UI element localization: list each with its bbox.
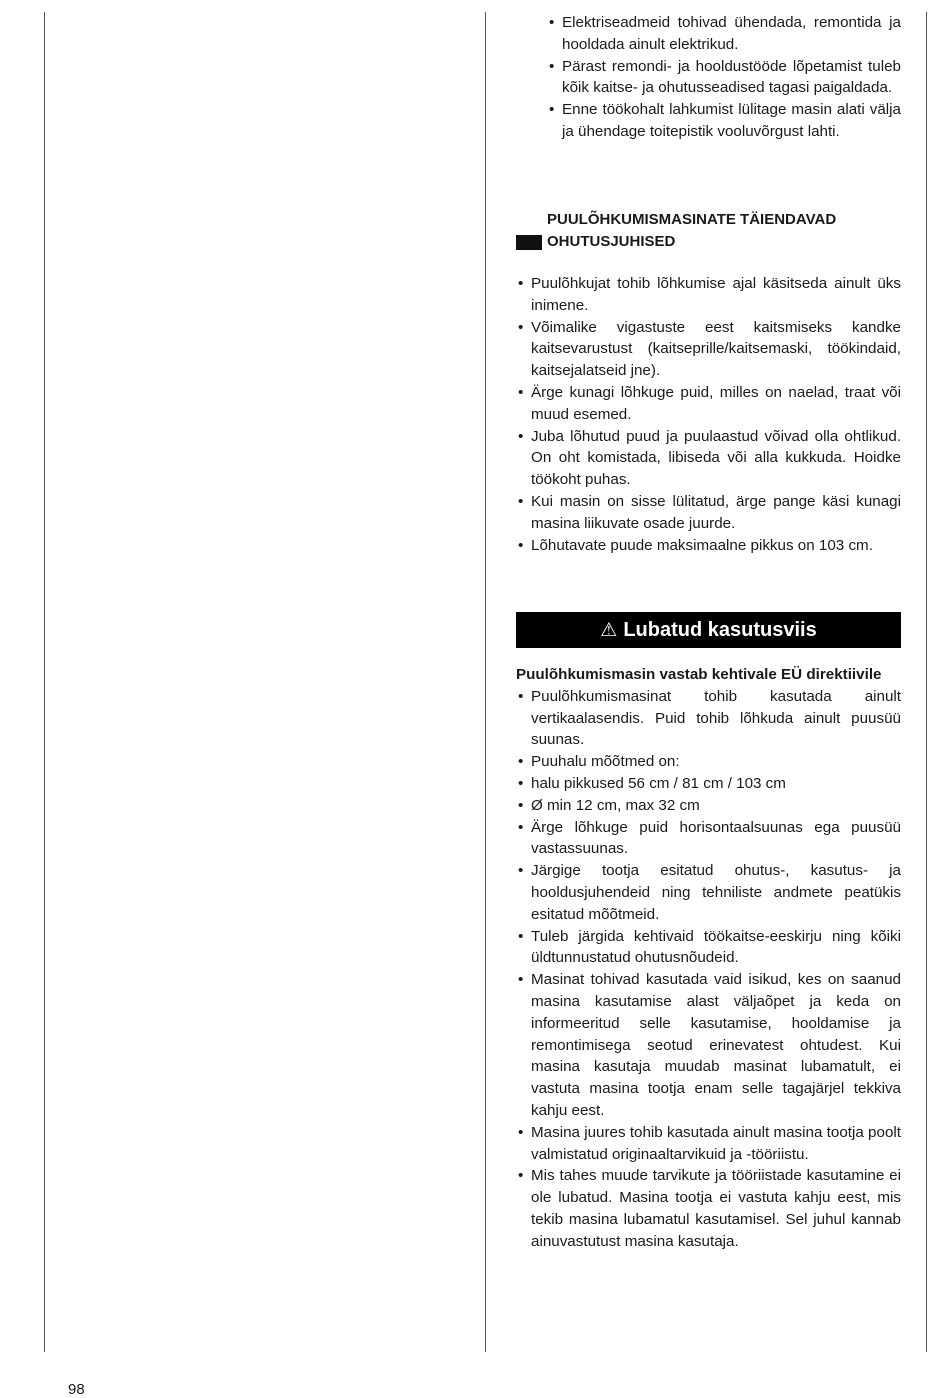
electrical-safety-list-section xyxy=(547,12,901,143)
intended-use-list xyxy=(516,686,901,1253)
list-item: • Ärge lõhkuge puid horisontaalsuunas ega puusüü vastassuunas. xyxy=(516,817,901,861)
intended-use-section xyxy=(516,664,901,1253)
list-item: • Masinat tohivad kasutada vaid isikud, kes on saanud masina kasutamise alast väljaõpet ja keda on informeeritud selle kasutamise, hooldamise ja remontimisega seotud erinevatest ohtudest. Kui masina kasutaja muudab masinat lubamatult, ei vastuta masina tootja enam selle tagajärjel tekkiva kahju eest. xyxy=(516,969,901,1122)
list-item: • Võimalike vigastuste eest kaitsmiseks kandke kaitsevarustust (kaitseprille/kaitsemaski, töökindaid, kaitsejalatseid jne). xyxy=(516,317,901,382)
list-item: • Puulõhkujat tohib lõhkumise ajal käsitseda ainult üks inimene. xyxy=(516,273,901,317)
list-item: • Tuleb järgida kehtivaid töökaitse-eeskirju ning kõiki üldtunnustatud ohutusnõudeid. xyxy=(516,926,901,970)
list-item: • Puuhalu mõõtmed on: xyxy=(516,751,901,773)
left-margin-rule xyxy=(44,12,45,1352)
list-item: • Elektriseadmeid tohivad ühendada, remontida ja hooldada ainult elektrikud. xyxy=(547,12,901,56)
heading-line-2 xyxy=(516,231,901,253)
list-item: • Ärge kunagi lõhkuge puid, milles on naelad, traat või muud esemed. xyxy=(516,382,901,426)
electrical-safety-list xyxy=(547,12,901,143)
additional-safety-heading xyxy=(516,209,901,253)
list-item: • Enne töökohalt lahkumist lülitage masin alati välja ja ühendage toitepistik vooluvõrgust lahti. xyxy=(547,99,901,143)
list-item: • Lõhutavate puude maksimaalne pikkus on 103 cm. xyxy=(516,535,901,557)
list-item: • Masina juures tohib kasutada ainult masina tootja poolt valmistatud originaaltarvikuid ja -tööriistu. xyxy=(516,1122,901,1166)
intended-use-banner xyxy=(516,612,901,648)
heading-line-1: PUULÕHKUMISMASINATE TÄIENDAVAD xyxy=(547,211,837,228)
heading-line-2-text: OHUTUSJUHISED xyxy=(547,233,676,250)
warning-triangle-icon: ⚠ xyxy=(600,619,618,641)
list-item: • Kui masin on sisse lülitatud, ärge pange käsi kunagi masina liikuvate osade juurde. xyxy=(516,491,901,535)
list-item: • Mis tahes muude tarvikute ja tööriistade kasutamine ei ole lubatud. Masina tootja ei vastuta kahju eest, mis tekib masina lubamatul kasutamisel. Sel juhul kannab ainuvastutust masina kasutaja. xyxy=(516,1165,901,1252)
column-divider-rule xyxy=(485,12,486,1352)
list-item: • Pärast remondi- ja hooldustööde lõpetamist tuleb kõik kaitse- ja ohutusseadised tagasi paigaldada. xyxy=(547,56,901,100)
list-item: • Ø min 12 cm, max 32 cm xyxy=(516,795,901,817)
right-margin-rule xyxy=(926,12,927,1352)
additional-safety-list xyxy=(516,273,901,556)
heading-marker-bar xyxy=(516,235,542,250)
list-item: • halu pikkused 56 cm / 81 cm / 103 cm xyxy=(516,773,901,795)
page-number: 98 xyxy=(68,1381,85,1398)
list-item: • Puulõhkumismasinat tohib kasutada ainult vertikaalasendis. Puid tohib lõhkuda ainult puusüü suunas. xyxy=(516,686,901,751)
banner-title: Lubatud kasutusviis xyxy=(623,618,817,641)
list-item: • Järgige tootja esitatud ohutus-, kasutus- ja hooldusjuhendeid ning tehniliste andmete peatükis esitatud mõõtmeid. xyxy=(516,860,901,925)
directive-subheading: Puulõhkumismasin vastab kehtivale EÜ direktiivile xyxy=(516,666,882,683)
additional-safety-section xyxy=(516,273,901,556)
list-item: • Juba lõhutud puud ja puulaastud võivad olla ohtlikud. On oht komistada, libiseda või alla kukkuda. Hoidke töökoht puhas. xyxy=(516,426,901,491)
